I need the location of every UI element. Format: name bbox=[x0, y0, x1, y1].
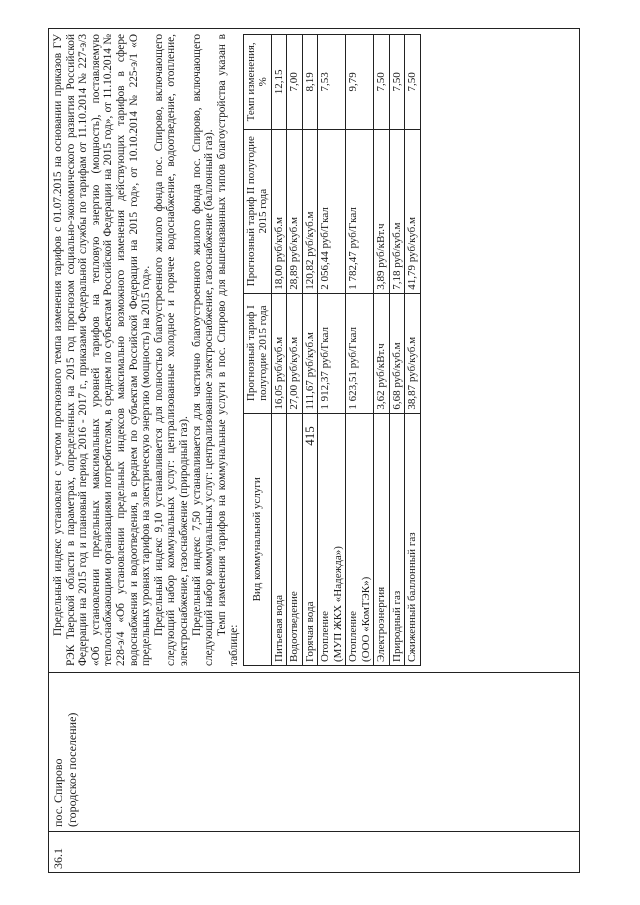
place-type: (городское поселение) bbox=[65, 712, 79, 827]
landscape-content bbox=[48, 28, 580, 873]
tariff-h1-cell: 27,00 руб/куб.м bbox=[287, 293, 303, 413]
service-cell bbox=[405, 413, 421, 665]
service-name: Питьевая вода bbox=[272, 594, 285, 662]
tariff-h2-cell: 3,89 руб/кВт.ч bbox=[374, 129, 390, 293]
tariff-h2-cell: 28,89 руб/куб.м bbox=[287, 129, 303, 293]
outer-table bbox=[48, 28, 580, 873]
rate-cell: 7,50 bbox=[374, 35, 390, 130]
service-name: Электроэнергия bbox=[375, 586, 388, 662]
tariff-table bbox=[243, 34, 421, 666]
rotated-stage bbox=[48, 28, 580, 873]
service-cell bbox=[271, 413, 287, 665]
tariff-h2-cell: 120,82 руб/куб.м bbox=[302, 129, 318, 293]
service-provider: (МУП ЖКХ «Надежда») bbox=[331, 546, 344, 662]
table-row bbox=[374, 35, 390, 666]
service-name: Природный газ bbox=[390, 590, 403, 662]
tariff-h1-cell: 1 912,37 руб/Гкал bbox=[318, 293, 346, 413]
table-row bbox=[405, 35, 421, 666]
outer-row bbox=[49, 29, 580, 873]
row-number: 36.1 bbox=[49, 832, 580, 873]
rate-cell: 12,15 bbox=[271, 35, 287, 130]
tariff-h2-cell: 18,00 руб/куб.м bbox=[271, 129, 287, 293]
service-cell bbox=[346, 413, 374, 665]
tariff-h2-cell: 7,18 руб/куб.м bbox=[389, 129, 405, 293]
service-provider: (ООО «КомТЭК») bbox=[359, 576, 372, 662]
header-tariff-h2: Прогнозный тариф II полугодие 2015 года bbox=[243, 129, 271, 293]
service-cell bbox=[302, 413, 318, 665]
tariff-h2-cell: 1 782,47 руб/Гкал bbox=[346, 129, 374, 293]
tariff-h1-cell: 38,87 руб/куб.м bbox=[405, 293, 421, 413]
service-name: Водоотведение bbox=[288, 591, 301, 662]
table-row bbox=[346, 35, 374, 666]
service-cell bbox=[318, 413, 346, 665]
place-cell bbox=[49, 673, 580, 832]
table-row bbox=[318, 35, 346, 666]
tariff-header-row bbox=[243, 35, 271, 666]
table-row bbox=[271, 35, 287, 666]
service-name: Горячая вода bbox=[303, 601, 316, 662]
paragraph-index-basis: Предельный индекс установлен с учетом прогнозного темпа изменения тарифов с 01.07.2015 на основании приказов ГУ РЭК Тверской области в параметрах, определенных на 2015 год прогнозом социально-экономического развития Российской Федерации на 2015 год и плановый период 2016 - 2017 г., приказами Федеральной службы по тарифам от 11.10.2014 № 227-э/3 «Об установлении предельных максимальных уровней тарифов на тепловую энергию (мощность), поставляемую теплоснабжающими организациями потребителям, в среднем по субъектам Российской Федерации на 2015 год», от 11.10.2014 № 228-э/4 «Об установлении предельных индексов максимально возможного изменения действующих тарифов в сфере водоснабжения и водоотведения, в среднем по субъектам Российской Федерации на 2015 год», от 10.10.2014 № 225-э/1 «О предельных уровнях тарифов на электрическую энергию (мощность) на 2015 год». bbox=[52, 34, 153, 666]
page-number: 415 bbox=[301, 426, 317, 446]
service-cell bbox=[374, 413, 390, 665]
rate-cell: 9,79 bbox=[346, 35, 374, 130]
tariff-h1-cell: 6,68 руб/куб.м bbox=[389, 293, 405, 413]
tariff-body bbox=[271, 35, 420, 666]
service-name: Отопление bbox=[347, 610, 360, 662]
table-row bbox=[389, 35, 405, 666]
paragraph-partial-amenities: Предельный индекс 7,50 устанавливается для частично благоустроенного жилого фонда пос. Спирово, включающего следующий набор коммунальных услуг: централизованное электроснабжение, газоснабжение (баллонный газ). bbox=[190, 34, 216, 666]
header-service: Вид коммунальной услуги bbox=[243, 413, 271, 665]
service-cell bbox=[389, 413, 405, 665]
service-cell bbox=[287, 413, 303, 665]
tariff-h2-cell: 41,79 руб/куб.м bbox=[405, 129, 421, 293]
service-name: Сжиженный баллонный газ bbox=[406, 532, 419, 662]
paragraph-table-intro: Темп изменения тарифов на коммунальные услуги в пос. Спирово для вышеназванных типов благоустройства указан в таблице: bbox=[215, 34, 241, 666]
rate-cell: 7,50 bbox=[405, 35, 421, 130]
header-tariff-h1: Прогнозный тариф I полугодие 2015 года bbox=[243, 293, 271, 413]
tariff-h2-cell: 2 056,44 руб/Гкал bbox=[318, 129, 346, 293]
service-name: Отопление bbox=[319, 610, 332, 662]
description-cell bbox=[49, 29, 580, 673]
rate-cell: 7,53 bbox=[318, 35, 346, 130]
rate-cell: 8,19 bbox=[302, 35, 318, 130]
tariff-h1-cell: 1 623,51 руб/Гкал bbox=[346, 293, 374, 413]
place-name: пос. Спирово bbox=[51, 758, 65, 827]
paragraph-full-amenities: Предельный индекс 9,10 устанавливается для полностью благоустроенного жилого фонда пос. Спирово, включающего следующий набор коммунальных услуг: централизованные холодное и горячее водоснабжение, водоотведение, отопление, электроснабжение, газоснабжение (природный газ). bbox=[152, 34, 190, 666]
rate-cell: 7,50 bbox=[389, 35, 405, 130]
tariff-h1-cell: 111,67 руб/куб.м bbox=[302, 293, 318, 413]
tariff-h1-cell: 3,62 руб/кВт.ч bbox=[374, 293, 390, 413]
header-rate: Темп изменения, % bbox=[243, 35, 271, 130]
table-row bbox=[287, 35, 303, 666]
rate-cell: 7,00 bbox=[287, 35, 303, 130]
table-row bbox=[302, 35, 318, 666]
tariff-h1-cell: 16,05 руб/куб.м bbox=[271, 293, 287, 413]
